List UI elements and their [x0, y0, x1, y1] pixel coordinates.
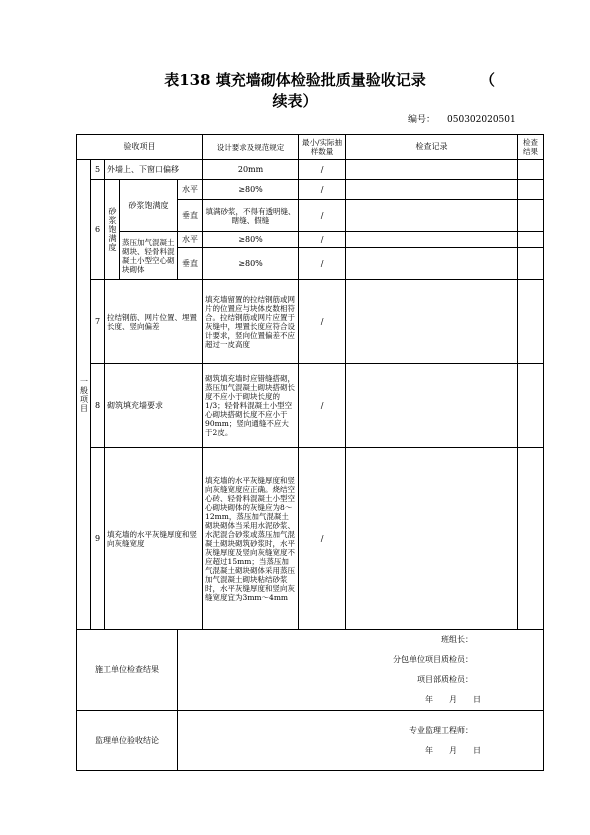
- row-sample: /: [299, 232, 346, 248]
- result-cell[interactable]: [518, 448, 544, 630]
- row-design: ≥80%: [203, 180, 299, 200]
- supervision-signatures: [178, 711, 544, 771]
- direction-label: 垂直: [178, 248, 203, 280]
- record-cell[interactable]: [346, 180, 518, 200]
- header-design: 设计要求及规范规定: [203, 135, 299, 160]
- title-paren: （: [480, 71, 496, 89]
- row-design: 填充墙的水平灰缝厚度和竖向灰缝宽度应正确。烧结空心砖、轻骨料混凝土小型空心砌块砌体的灰缝应为8～12mm，蒸压加气混凝土砌块砌体当采用水泥砂浆、水泥混合砂浆或蒸压加气混凝土砌块砌筑砂浆时，水平灰缝厚度及竖向灰缝宽度不应超过15mm；当蒸压加气混凝土砌块砌体采用蒸压加气混凝土砌块粘结砂浆时，水平灰缝厚度和竖向灰缝宽度宜为3mm～4mm: [203, 448, 299, 630]
- row-sample: /: [299, 448, 346, 630]
- row-design: ≥80%: [203, 248, 299, 280]
- document-title: [0, 72, 590, 88]
- result-cell[interactable]: [518, 200, 544, 232]
- header-record: 检查记录: [346, 135, 518, 160]
- table-header-row: [77, 135, 544, 160]
- table-row: [77, 180, 544, 200]
- serial-number: [408, 112, 516, 125]
- record-cell[interactable]: [346, 448, 518, 630]
- row-sample: /: [299, 364, 346, 448]
- record-cell[interactable]: [346, 364, 518, 448]
- record-cell[interactable]: [346, 280, 518, 364]
- record-cell[interactable]: [346, 200, 518, 232]
- row-number: 9: [91, 448, 105, 630]
- construction-date[interactable]: 年 月 日: [425, 695, 482, 704]
- header-result: 检查结果: [518, 135, 544, 160]
- mortar-fullness-label: 砂浆饱满度: [105, 180, 120, 280]
- serial-value: 050302020501: [447, 115, 516, 125]
- row-sample: /: [299, 200, 346, 232]
- result-cell[interactable]: [518, 280, 544, 364]
- record-cell[interactable]: [346, 160, 518, 180]
- inspection-table: [76, 134, 544, 771]
- construction-label: 施工单位检查结果: [77, 630, 178, 711]
- row-sample: /: [299, 180, 346, 200]
- direction-label: 水平: [178, 180, 203, 200]
- construction-row: [77, 630, 544, 711]
- row-item: 外墙上、下窗口偏移: [105, 160, 203, 180]
- row-number: 5: [91, 160, 105, 180]
- row-design: 20mm: [203, 160, 299, 180]
- supervision-row: [77, 711, 544, 771]
- title-text: 表138 填充墙砌体检验批质量验收记录: [164, 71, 426, 89]
- result-cell[interactable]: [518, 364, 544, 448]
- row-number: 7: [91, 280, 105, 364]
- row-design: 填满砂浆，不得有透明缝、瞎缝、假缝: [203, 200, 299, 232]
- row-sample: /: [299, 280, 346, 364]
- row-design: ≥80%: [203, 232, 299, 248]
- dept-inspector-signature[interactable]: 项目部质检员：: [417, 675, 474, 684]
- record-cell[interactable]: [346, 232, 518, 248]
- table-row: [77, 160, 544, 180]
- row-item: 拉结钢筋、网片位置、埋置长度、竖向偏差: [105, 280, 203, 364]
- team-leader-signature[interactable]: 班组长：: [441, 635, 474, 644]
- sub-item: 蒸压加气混凝土砌块、轻骨料混凝土小型空心砌块砌体: [120, 232, 178, 280]
- header-item: 验收项目: [77, 135, 203, 160]
- row-number: 6: [91, 180, 105, 280]
- supervision-label: 监理单位验收结论: [77, 711, 178, 771]
- result-cell[interactable]: [518, 160, 544, 180]
- supervision-engineer-signature[interactable]: 专业监理工程师：: [409, 725, 474, 735]
- result-cell[interactable]: [518, 248, 544, 280]
- result-cell[interactable]: [518, 180, 544, 200]
- row-item: 砌筑填充墙要求: [105, 364, 203, 448]
- table-row: [77, 448, 544, 630]
- sub-inspector-signature[interactable]: 分包单位项目质检员：: [393, 655, 474, 664]
- sub-item: 砂浆饱满度: [120, 180, 178, 232]
- direction-label: 水平: [178, 232, 203, 248]
- result-cell[interactable]: [518, 232, 544, 248]
- serial-label: 编号：: [408, 115, 436, 125]
- supervision-date[interactable]: 年 月 日: [425, 745, 482, 755]
- table-row: [77, 364, 544, 448]
- table-row: [77, 232, 544, 248]
- table-row: [77, 280, 544, 364]
- row-sample: /: [299, 160, 346, 180]
- row-item: 填充墙的水平灰缝厚度和竖向灰缝宽度: [105, 448, 203, 630]
- construction-signatures: [178, 630, 544, 711]
- general-items-label: 一般项目: [77, 160, 91, 630]
- row-sample: /: [299, 248, 346, 280]
- header-sample: 最小/实际抽样数量: [299, 135, 346, 160]
- row-number: 8: [91, 364, 105, 448]
- direction-label: 垂直: [178, 200, 203, 232]
- row-design: 砌筑填充墙时应错缝搭砌，蒸压加气混凝土砌块搭砌长度不应小于砌块长度的1/3；轻骨料混凝土小型空心砌块搭砌长度不应小于90mm；竖向通缝不应大于2皮。: [203, 364, 299, 448]
- row-design: 填充墙留置的拉结钢筋或网片的位置应与块体皮数相符合。拉结钢筋或网片应置于灰缝中，埋置长度应符合设计要求，竖向位置偏差不应超过一皮高度: [203, 280, 299, 364]
- record-cell[interactable]: [346, 248, 518, 280]
- document-subtitle: 续表）: [272, 92, 318, 110]
